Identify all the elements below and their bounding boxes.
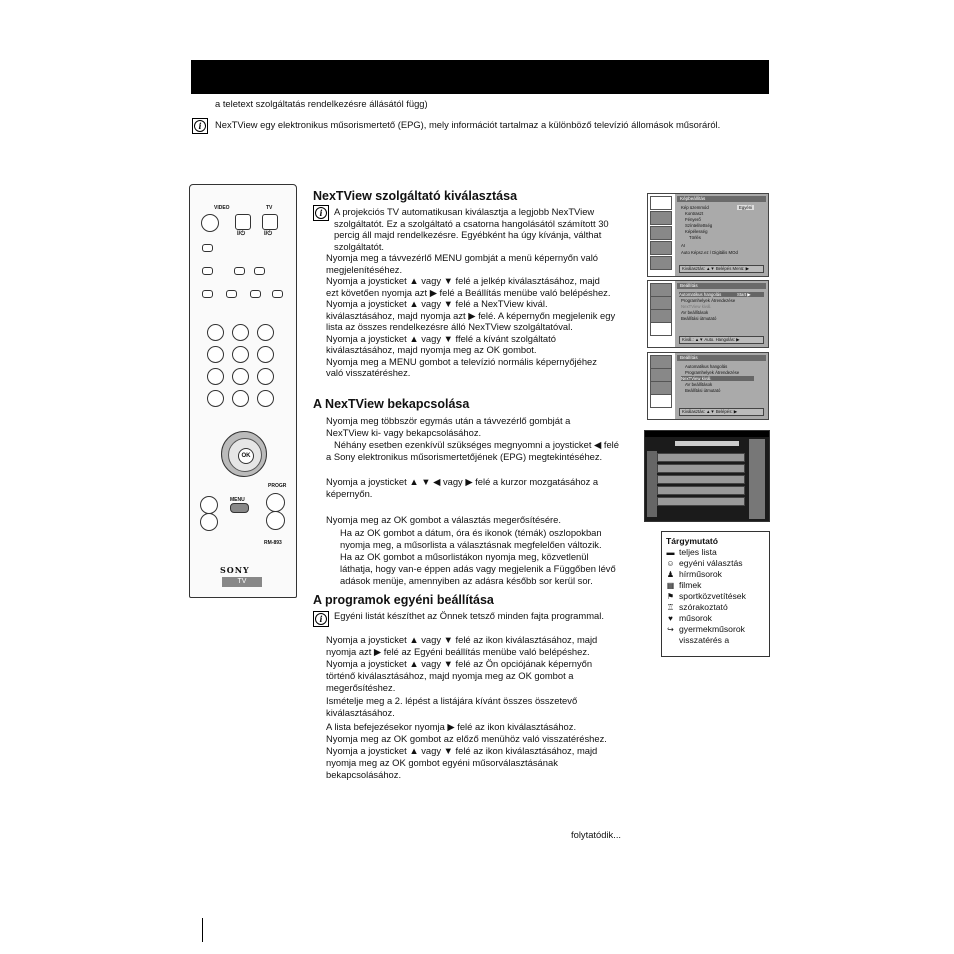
joystick-ring — [228, 438, 262, 472]
sony-logo: SONY — [220, 565, 250, 575]
intro-info-line: NexTView egy elektronikus műsorismertető (EPG), mely információt tartalmaz a különböző televízió állomások műsoráról. — [215, 119, 721, 130]
guide-program-row — [657, 453, 745, 462]
video-power-button[interactable] — [235, 214, 251, 230]
features-tab-icon — [650, 309, 672, 323]
section3-line: megerősítéshez. — [326, 682, 396, 693]
menu-item: Beállítási útmutató — [685, 388, 721, 393]
nextview-guide-screen — [644, 430, 770, 522]
num-2-button[interactable] — [232, 324, 249, 341]
menu-label: MENU — [230, 497, 245, 503]
section1-line: való visszatéréshez. — [326, 367, 411, 378]
guide-program-row — [657, 497, 745, 506]
menu-title: Képbeállítás — [677, 196, 766, 202]
remote-control — [189, 184, 297, 598]
menu-sidebar — [648, 353, 674, 419]
input-button[interactable] — [234, 267, 245, 275]
menu-item-selected: NexTView kivál. — [681, 376, 754, 381]
legend-item: ♥ műsorok — [666, 613, 712, 624]
section3-line: bekapcsolásához. — [326, 769, 402, 780]
section3-line: Egyéni listát készíthet az Önnek tetsző minden fajta programmal. — [334, 610, 604, 621]
section2-line: nyomja meg, a műsorlista a választásnak megfelelően változik. — [340, 539, 602, 550]
section2-title: A NexTView bekapcsolása — [313, 397, 470, 411]
position-button[interactable] — [272, 290, 283, 298]
picture-tab-icon — [650, 196, 672, 210]
guide-time-column — [647, 451, 657, 517]
picture-tab-icon — [650, 355, 672, 369]
menu-item: AI — [681, 243, 686, 248]
guide-program-row — [657, 475, 745, 484]
jump-button[interactable] — [257, 390, 274, 407]
section2-line: Nyomja meg az OK gombot a választás megerősítésére. — [326, 514, 561, 525]
power-icon: I/⏻ — [237, 231, 246, 237]
info-icon: i — [192, 118, 208, 134]
menu-pane — [675, 194, 768, 276]
menu-item-selected: Automatikus hangolás — [679, 292, 764, 297]
section3-line: Nyomja a joysticket ▲ vagy ▼ felé az Ön opciójának képernyőn — [326, 658, 593, 669]
menu-item: Kép üzemmód — [681, 205, 709, 210]
info-icon: i — [313, 205, 329, 221]
legend-item: ♟ hírműsorok — [666, 569, 722, 579]
setup-menu-nextview — [647, 352, 769, 420]
sound-tab-icon — [650, 211, 672, 225]
mute-button[interactable] — [201, 214, 219, 232]
num-3-button[interactable] — [257, 324, 274, 341]
legend-item: ▦ filmek — [666, 580, 702, 590]
section1-line: kiválasztásához, majd nyomja azt ▶ felé. A képernyőn megjelenik egy — [326, 310, 616, 321]
menu-title: Beállítás — [677, 283, 766, 289]
section2-line: NexTView ki- vagy bekapcsolásához. — [326, 427, 482, 438]
info-icon: i — [313, 611, 329, 627]
legend-item: ↪ gyermekműsorok — [667, 624, 745, 634]
section3-line: A lista befejezésekor nyomja ▶ felé az ikon kiválasztásához. — [326, 721, 577, 732]
picture-tab-icon — [650, 283, 672, 297]
legend-item: visszatérés a — [679, 635, 730, 645]
info-button[interactable] — [202, 244, 213, 252]
double-digit-button[interactable] — [207, 390, 224, 407]
menu-title: Beállítás — [677, 355, 766, 361]
menu-item: Automatikus hangolás — [685, 364, 728, 369]
program-up-button[interactable] — [266, 493, 285, 512]
section1-line: Nyomja a joysticket ▲ vagy ▼ felé a NexTView kivál. — [326, 298, 548, 309]
section2-line: képernyőn. — [326, 488, 373, 499]
menu-item: Auto Képsz.ez / Digitális MOd — [681, 250, 738, 255]
intro-top-line: a teletext szolgáltatás rendelkezésre állásától függ) — [215, 98, 428, 109]
guide-date-bar — [675, 441, 739, 446]
ok-button[interactable]: OK — [238, 448, 254, 464]
tv-badge: TV — [222, 577, 262, 587]
menu-pane — [675, 353, 768, 419]
menu-sidebar — [648, 281, 674, 347]
swap-button[interactable] — [254, 267, 265, 275]
section3-line: Nyomja a joysticket ▲ vagy ▼ felé az ikon kiválasztásához, majd — [326, 634, 598, 645]
volume-down-button[interactable] — [200, 513, 218, 531]
film-icon: ▦ — [666, 581, 675, 590]
full-list-icon: ▬ — [666, 548, 675, 557]
section1-title: NexTView szolgáltató kiválasztása — [313, 189, 518, 203]
sound-tab-icon — [650, 368, 672, 382]
section2-line: a Sony elektronikus műsorismertetőjének (EPG) megtekintéséhez. — [326, 451, 603, 462]
section3-line: történő kiválasztásához, majd nyomja meg az OK gombot a — [326, 670, 574, 681]
guide-program-row — [657, 464, 745, 473]
num-9-button[interactable] — [257, 368, 274, 385]
progr-label: PROGR — [268, 483, 287, 489]
num-7-button[interactable] — [207, 368, 224, 385]
menu-footer: Kiválasztás: ▲▼ Belépés Menü: ▶ — [679, 265, 764, 273]
tv-power-button[interactable] — [262, 214, 278, 230]
legend-item: ♖ szórakoztató — [666, 602, 728, 612]
setup-tab-icon — [650, 322, 672, 336]
section1-line: Nyomja meg a távvezérlő MENU gombját a menü képernyőn való — [326, 252, 598, 263]
features-tab-icon — [650, 226, 672, 240]
section2-line: adások menüje, amennyiben az adásra később sor kerül sor. — [340, 575, 593, 586]
section1-line: lista az összes rendelkezésre álló NexTView szolgáltatóval. — [326, 321, 573, 332]
num-8-button[interactable] — [232, 368, 249, 385]
section1-line: szolgáltatót. — [334, 241, 385, 252]
pip-button[interactable] — [226, 290, 237, 298]
menu-value: Start ▶ — [737, 292, 751, 297]
setup-tab-icon — [650, 241, 672, 255]
guide-program-row — [657, 486, 745, 495]
menu-item: Színtelítettség — [685, 223, 713, 228]
section3-line: kiválasztásához. — [326, 707, 395, 718]
picture-settings-menu — [647, 193, 769, 277]
volume-up-button[interactable] — [200, 496, 218, 514]
sports-icon: ⚑ — [666, 592, 675, 601]
section3-line: Nyomja a joysticket ▲ vagy ▼ felé az ikon kiválasztásához, majd — [326, 745, 598, 756]
nextview-button[interactable] — [202, 290, 213, 298]
menu-footer: Kiválasztás: ▲▼ Belépés: ▶ — [679, 408, 764, 416]
menu-item: Törlés — [689, 235, 701, 240]
video-label: VIDEO — [214, 205, 230, 211]
freeze-button[interactable] — [250, 290, 261, 298]
section3-line: nyomja meg az OK gombot egyéni műsorválasztásának — [326, 757, 558, 768]
tv-label: TV — [266, 205, 273, 211]
section2-line: Ha az OK gombot a műsorlistákon nyomja meg, közvetlenül — [340, 551, 589, 562]
legend-item: ▬ teljes lista — [666, 547, 717, 557]
program-down-button[interactable] — [266, 511, 285, 530]
return-arrow-icon: ↪ — [667, 625, 674, 634]
num-6-button[interactable] — [257, 346, 274, 363]
section3-line: nyomja azt ▶ felé az Egyéni beállítás menübe való belépéshez. — [326, 646, 590, 657]
section3-line: Nyomja meg az OK gombot az előző menühöz való visszatéréshez. — [326, 733, 607, 744]
menu-value: Egyéni — [739, 205, 753, 210]
guide-icon-column — [749, 439, 765, 519]
setup-menu — [647, 280, 769, 348]
features-tab-icon — [650, 381, 672, 395]
section3-title: A programok egyéni beállítása — [313, 593, 494, 607]
num-0-button[interactable] — [232, 390, 249, 407]
num-4-button[interactable] — [207, 346, 224, 363]
legend-title: Tárgymutató — [666, 536, 719, 546]
section2-line: Nyomja a joysticket ▲ ▼ ◀ vagy ▶ felé a kurzor mozgatásához a — [326, 476, 599, 487]
smiley-icon: ☺ — [666, 559, 675, 568]
section2-line: Néhány esetben ezenkívül szükséges megnyomni a joysticket ◀ felé — [334, 439, 619, 450]
menu-item: AV beállítások — [685, 382, 713, 387]
topic-legend — [661, 531, 770, 657]
teletext-button[interactable] — [202, 267, 213, 275]
nextview-tab-icon — [650, 256, 672, 270]
section1-line: Nyomja a joysticket ▲ vagy ▼ ffelé a kívánt szolgáltató — [326, 333, 556, 344]
menu-footer: Kivál.: ▲▼ Auto. Hangolás: ▶ — [679, 336, 764, 344]
menu-item: Programhelyek Átrendezése — [685, 370, 740, 375]
menu-item: NexTView kivál. — [681, 304, 712, 309]
menu-item: Programhelyek Átrendezése — [681, 298, 736, 303]
section1-line: szolgáltatót. Ez a szolgáltató a csatorna hangolásától számított 30 — [334, 218, 609, 229]
section3-line: Ismételje meg a 2. lépést a listájára kívánt összes összetevő — [326, 695, 578, 706]
model-label: RM-893 — [264, 540, 282, 546]
setup-tab-icon — [650, 394, 672, 408]
section2-line: láthatja, hogy van-e éppen adás vagy megjelenik a Függőben lévő — [340, 563, 616, 574]
joystick[interactable] — [221, 431, 267, 477]
crop-mark — [202, 918, 203, 942]
section1-line: kiválasztásához, majd nyomja meg az OK gombot. — [326, 344, 537, 355]
menu-pane — [675, 281, 768, 347]
menu-item: Fényerő — [685, 217, 701, 222]
power-icon-tv: I/⏻ — [264, 231, 273, 237]
section2-line: Ha az OK gombot a dátum, óra és ikonok (témák) oszlopokban — [340, 527, 602, 538]
num-5-button[interactable] — [232, 346, 249, 363]
section1-line: Nyomja meg a MENU gombot a televízió normális képernyőjéhez — [326, 356, 597, 367]
section1-line: Nyomja a joysticket ▲ vagy ▼ felé a jelkép kiválasztásához, majd — [326, 275, 600, 286]
guide-header — [645, 431, 769, 437]
section1-line: A projekciós TV automatikusan kiválasztja a legjobb NexTView — [334, 206, 595, 217]
section1-line: percig áll majd rendelkezésre. Egyébként ha úgy kívánja, válthat — [334, 229, 602, 240]
continued-note: folytatódik... — [571, 829, 622, 840]
legend-item: ☺ egyéni választás — [666, 558, 743, 568]
menu-item: Kontraszt — [685, 211, 704, 216]
menu-sidebar — [648, 194, 674, 276]
entertainment-icon: ♖ — [666, 603, 675, 612]
section1-line: megjelenítéséhez. — [326, 264, 403, 275]
section2-line: Nyomja meg többször egymás után a távvezérlő gombját a — [326, 415, 571, 426]
legend-item: ⚑ sportközvetítések — [666, 591, 746, 601]
section1-line: ezt követően nyomja azt ▶ felé a Beállítás menübe való belépéshez. — [326, 287, 611, 298]
heart-icon: ♥ — [668, 614, 673, 623]
sound-tab-icon — [650, 296, 672, 310]
news-icon: ♟ — [666, 570, 675, 579]
menu-item: Beállítási útmutató — [681, 316, 717, 321]
num-1-button[interactable] — [207, 324, 224, 341]
menu-button[interactable] — [230, 503, 249, 513]
menu-item: AV beállítások — [681, 310, 709, 315]
menu-item: Képélesség — [685, 229, 708, 234]
header-bar — [191, 60, 769, 94]
